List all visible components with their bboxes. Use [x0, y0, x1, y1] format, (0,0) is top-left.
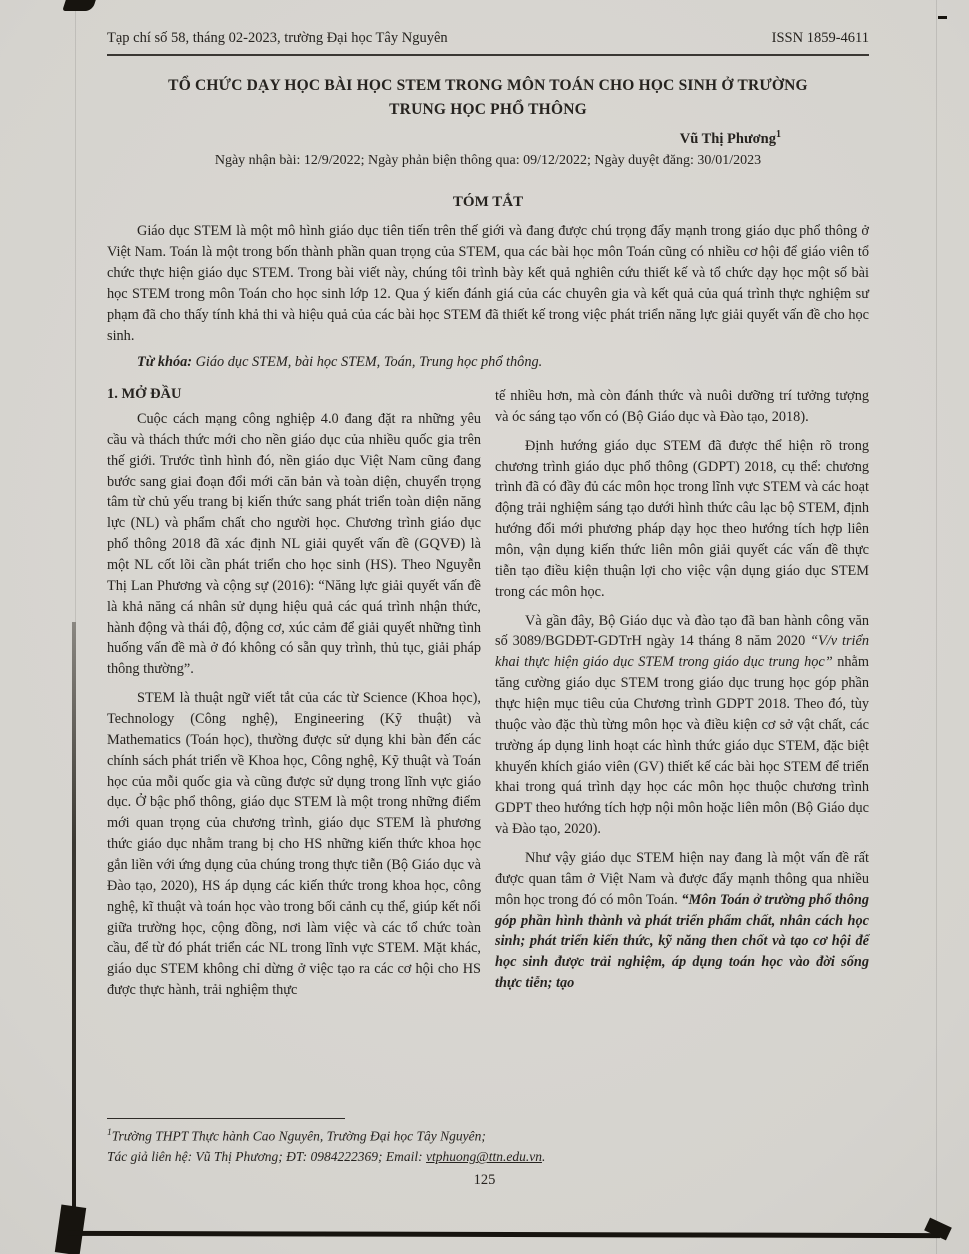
right-column — [495, 386, 869, 1009]
article-title: TỔ CHỨC DẠY HỌC BÀI HỌC STEM TRONG MÔN TOÁN CHO HỌC SINH Ở TRƯỜNG TRUNG HỌC PHỔ THÔNG — [168, 77, 808, 119]
footnote-affiliation — [107, 1126, 667, 1147]
abstract-text: Giáo dục STEM là một mô hình giáo dục tiên tiến trên thế giới và đang được chú trọng đẩy mạnh trong giáo dục phổ thông ở Việt Nam. Toán là một trong bốn thành phần quan trọng của STEM, qua các bài học môn Toán cũng có nhiều cơ hội để giáo viên tổ chức thực hiện giáo dục STEM. Trong bài viết này, chúng tôi trình bày kết quả nghiên cứu thiết kế và tổ chức dạy học một số bài học STEM trong môn Toán cho học sinh lớp 12. Qua ý kiến đánh giá của các chuyên gia và kết quả của quá trình thực nghiệm sư phạm đã cho thấy tính khả thi và hiệu quả của các bài học STEM đã thiết kế trong việc phát triển năng lực giải quyết vấn đề cho học sinh. — [107, 222, 869, 344]
two-column-body — [107, 386, 869, 1009]
issn-label: ISSN 1859-4611 — [771, 30, 869, 46]
paragraph — [495, 611, 869, 840]
left-column — [107, 386, 481, 1009]
section-1-heading: 1. MỞ ĐẦU — [107, 385, 182, 402]
paragraph: Cuộc cách mạng công nghiệp 4.0 đang đặt ra những yêu cầu và thách thức mới cho nền giáo dục của nhiều quốc gia trên thế giới. Trước tình hình đó, nền giáo dục Việt Nam cũng đang bước sang giai đoạn đổi mới căn bản và toàn diện, chuyển trọng tâm từ chủ yếu trang bị kiến thức sang phát triển toàn diện năng lực (NL) và phẩm chất cho người học. Chương trình giáo dục phổ thông 2018 đã xác định NL giải quyết vấn đề (GQVĐ) là một NL cốt lõi cần phát triển cho học sinh (HS). Theo Nguyễn Thị Lan Phương và cộng sự (2016): “Năng lực giải quyết vấn đề là khả năng cá nhân sử dụng hiệu quả các quá trình nhận thức, hành động và thái độ, động cơ, xúc cảm để giải quyết những tình huống vấn đề mà ở đó không có sẵn quy trình, thủ tục, giải pháp thông thường”. — [107, 410, 481, 678]
footnote-contact-text: Tác giả liên hệ: Vũ Thị Phương; ĐT: 0984222369; Email: — [107, 1149, 427, 1165]
quoted-curriculum-text: “Môn Toán ở trường phổ thông góp phần hình thành và phát triển phẩm chất, nhân cách học sinh; phát triển kiến thức, kỹ năng then chốt và tạo cơ hội để học sinh được trải nghiệm, áp dụng toán học vào đời sống thực tiễn; tạo — [495, 891, 869, 992]
footnote — [107, 1118, 667, 1168]
paragraph-text: nhằm tăng cường giáo dục STEM trong giáo dục trung học góp phần thực hiện mục tiêu của Chương trình GDPT 2018. Theo đó, tùy thuộc vào đặc thù từng môn học và điều kiện cơ sở vật chất, các trường áp dụng linh hoạt các hình thức giáo dục STEM, đặc biệt khuyến khích giáo viên (GV) thiết kế các bài học STEM để triển khai trong quá trình dạy học các môn học thuộc chương trình GDPT theo hướng tích hợp nội môn hoặc liên môn (Bộ Giáo dục và Đào tạo, 2020). — [495, 654, 869, 838]
footnote-contact-end: . — [541, 1149, 546, 1165]
paragraph: STEM là thuật ngữ viết tắt của các từ Science (Khoa học), Technology (Công nghệ), Engineering (Kỹ thuật) và Mathematics (Toán học), thường được sử dụng khi bàn đến các chính sách phát triển về Khoa học, Công nghệ, Kỹ thuật và Toán học của mỗi quốc gia và cũng được sử dụng trong lĩnh vực giáo dục. Ở bậc phổ thông, giáo dục STEM là một trong những điểm mới quan trọng của chương trình, giáo dục STEM là phương thức giáo dục nhằm trang bị cho HS những kiến thức khoa học gắn liền với ứng dụng của chúng trong thực tiễn (Bộ Giáo dục và Đào tạo, 2020), HS áp dụng các kiến thức trong khoa học, công nghệ, kĩ thuật và toán học vào trong bối cảnh cụ thể, giúp kết nối giữa trường học, cộng đồng, nơi làm việc và các tổ chức toàn cầu, để từ đó phát triển các NL trong lĩnh vực STEM. Mặt khác, giáo dục STEM không chỉ dừng ở việc tạo ra các cơ hội cho HS được thực hành, trải nghiệm thực — [107, 690, 481, 999]
footnote-mark: 1 — [107, 1128, 112, 1138]
scan-artifact-top-left — [62, 0, 96, 11]
scan-artifact-top-right — [938, 16, 947, 19]
keywords-label: Từ khóa: — [137, 353, 193, 370]
keywords-text: Giáo dục STEM, bài học STEM, Toán, Trung học phổ thông. — [192, 353, 543, 370]
page-content — [107, 30, 869, 1009]
submission-dates: Ngày nhận bài: 12/9/2022; Ngày phản biện thông qua: 09/12/2022; Ngày duyệt đăng: 30/01/2023 — [214, 152, 762, 168]
journal-info: Tạp chí số 58, tháng 02-2023, trường Đại học Tây Nguyên — [107, 30, 448, 46]
author-line — [107, 129, 869, 148]
journal-header — [107, 30, 869, 56]
abstract-heading: TÓM TẮT — [452, 193, 524, 210]
keywords-line — [107, 354, 869, 371]
footnote-rule — [107, 1118, 345, 1119]
page-number: 125 — [473, 1172, 496, 1188]
footnote-affiliation-text: Trường THPT Thực hành Cao Nguyên, Trường Đại học Tây Nguyên; — [111, 1128, 486, 1144]
author-name: Vũ Thị Phương — [679, 130, 776, 147]
scan-artifact-bottom-left-corner — [55, 1204, 86, 1254]
paragraph — [495, 848, 869, 994]
footnote-contact — [107, 1147, 667, 1168]
author-email: vtphuong@ttn.edu.vn — [426, 1149, 542, 1165]
scan-artifact-left-edge-line — [72, 622, 76, 1254]
paper-edge-right — [936, 0, 937, 1254]
paragraph-continuation: tế nhiều hơn, mà còn đánh thức và nuôi dưỡng trí tưởng tượng và óc sáng tạo vốn có (Bộ Giáo dục và Đào tạo, 2018). — [495, 387, 869, 425]
quoted-document-title: “V/v triển khai thực hiện giáo dục STEM trong giáo dục trung học” — [495, 633, 869, 671]
scan-artifact-bottom-line — [68, 1231, 940, 1238]
paragraph-text: Và gần đây, Bộ Giáo dục và đào tạo đã ban hành công văn số 3089/BGDĐT-GDTrH ngày 14 tháng 8 năm 2020 — [495, 612, 869, 650]
paragraph-text: Như vậy giáo dục STEM hiện nay đang là một vấn đề rất được quan tâm ở Việt Nam và được đẩy mạnh thông qua nhiều môn học trong đó có môn Toán. — [495, 850, 869, 908]
author-affiliation-mark: 1 — [776, 129, 781, 141]
paragraph: Định hướng giáo dục STEM đã được thể hiện rõ trong chương trình giáo dục phổ thông (GDPT) 2018, cụ thể: chương trình đã có đầy đủ các môn học trong lĩnh vực STEM và các hoạt động trải nghiệm sáng tạo dưới hình thức câu lạc bộ STEM, định hướng đổi mới phương pháp dạy học theo hướng tích hợp liên môn, vận dụng kiến thức liên môn giải quyết các vấn đề thực tiễn tạo điều kiện thuận lợi cho việc vận dụng giáo dục STEM trong các môn học. — [495, 437, 869, 600]
